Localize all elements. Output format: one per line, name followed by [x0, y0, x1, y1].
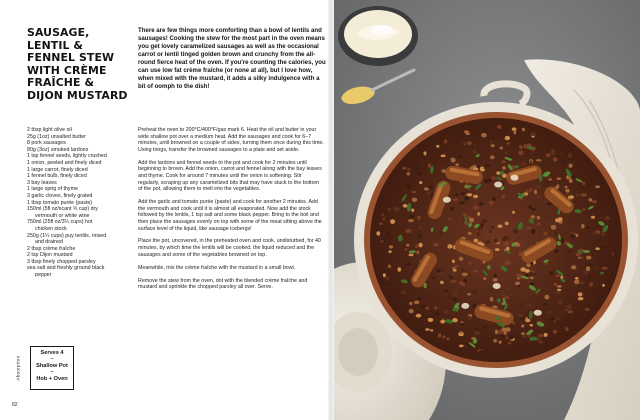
- ingredient-item: 3 bay leaves: [27, 179, 57, 186]
- ingredient-item: 1 fennel bulb, finely diced: [27, 173, 87, 180]
- title-line: DIJON MUSTARD: [27, 88, 128, 102]
- ingredient-item: 1 tbsp tomato purée (paste): [27, 199, 93, 206]
- ingredient-item: 2 tbsp crème fraîche: [27, 245, 76, 252]
- ingredient-item: 750ml (25fl oz/3¼ cups) hot: [27, 219, 93, 226]
- ingredient-item: pepper: [35, 272, 52, 279]
- ingredient-item: 1 large carrot, finely diced: [27, 166, 88, 173]
- section-label: Absorption: [15, 355, 21, 381]
- ingredient-item: 3 tbsp finely chopped parsley: [27, 258, 96, 265]
- serves-box: [30, 346, 74, 390]
- ingredient-item: 8 pork sausages: [27, 140, 66, 147]
- title-line: FRAÎCHE &: [27, 76, 95, 90]
- method-steps: [138, 127, 324, 297]
- method-step: Add the lardons and fennel seeds to the pot and cook for 2 minutes until beginning to brown. Add the onion, carrot and fennel along with the bay leaves and thyme. Cook for around 7 minutes until the onion is softening. Stir regularly, scraping up any caramelized bits that may have stuck to the bottom of the pot, allowing them to melt into the vegetables.: [138, 159, 322, 193]
- pot-label: Shallow Pot: [36, 362, 68, 369]
- title-line: WITH CRÈME: [27, 63, 107, 77]
- ingredient-item: 2 tsp Dijon mustard: [27, 252, 73, 259]
- method-step: Preheat the oven to 200°C/400°F/gas mark 6. Heat the oil and butter in your wide shallow pot over a medium heat. Add the sausages and cook for 6–7 minutes, until browned on a couple of sides, turning them once during this time. Using tongs, transfer the browned sausages to a plate and set aside.: [138, 127, 324, 153]
- serves-divider: –: [50, 356, 54, 363]
- ingredient-item: 80g (3oz) smoked lardons: [27, 146, 89, 153]
- serves-label: Serves 4: [40, 350, 64, 356]
- ingredient-item: chicken stock: [35, 225, 67, 232]
- recipe-intro: There are few things more comforting than a bowl of lentils and sausages! Cooking the stew for the most part in the oven means you get lovely caramelized sausages as well as the occasional carrot or lentil tinged golden brown and crunchy from the all-round fierce heat of the oven. If you're counting the calories, you can use low fat crème fraîche (or none at all), but I love how, when mixed with the mustard, it adds a silky indulgence with a bit of oomph to the dish!: [138, 27, 326, 90]
- ingredient-item: 150ml (5fl oz/scant ⅔ cup) dry: [27, 206, 98, 213]
- ingredients-list: [27, 127, 135, 279]
- stew-pot-photo: [334, 0, 640, 420]
- title-line: LENTIL &: [27, 38, 84, 52]
- title-line: FENNEL STEW: [27, 51, 115, 65]
- ingredient-item: 25g (1oz) unsalted butter: [27, 133, 86, 140]
- ingredient-item: 1 onion, peeled and finely diced: [27, 159, 102, 166]
- ingredient-item: 250g (1¼ cups) puy lentils, rinsed: [27, 232, 107, 239]
- ingredient-item: and drained: [35, 239, 63, 246]
- method-label: Hob + Oven: [36, 375, 68, 382]
- ingredient-item: sea salt and freshly ground black: [27, 265, 105, 272]
- serves-divider: –: [50, 369, 54, 376]
- method-step: Remove the stew from the oven, dot with the blended crème fraîche and mustard and sprinkle the chopped parsley all over. Serve.: [138, 277, 308, 291]
- ingredient-item: 3 garlic cloves, finely grated: [27, 192, 93, 199]
- title-line: SAUSAGE,: [27, 26, 90, 39]
- page-number: 82: [12, 402, 18, 408]
- method-step: Add the garlic and tomato purée (paste) and cook for another 2 minutes. Add the vermouth and cook until it is almost all evaporated. Now add the stock followed by the lentils, 1 tsp salt and some black pepper. Bring to the boil and then place the sausages evenly on top with some of the meat sitting above the surface level of the liquid, like sausage icebergs!: [138, 199, 322, 232]
- method-step: Meanwhile, mix the crème fraîche with the mustard in a small bowl.: [138, 264, 296, 271]
- ingredient-item: 2 tbsp light olive oil: [27, 127, 72, 133]
- section-tab: [13, 338, 23, 398]
- method-step: Place the pot, uncovered, in the preheated oven and cook, undisturbed, for 40 minutes, by which time the lentils will be cooked, the liquid reduced and the sausages and some of the vegetables browned on top.: [138, 238, 321, 258]
- recipe-title: [27, 27, 135, 103]
- ingredient-item: 1 tsp fennel seeds, lightly crushed: [27, 153, 107, 160]
- recipe-photo: [334, 0, 640, 420]
- ingredient-item: vermouth or white wine: [35, 212, 90, 219]
- ingredient-item: 1 large sprig of thyme: [27, 186, 78, 193]
